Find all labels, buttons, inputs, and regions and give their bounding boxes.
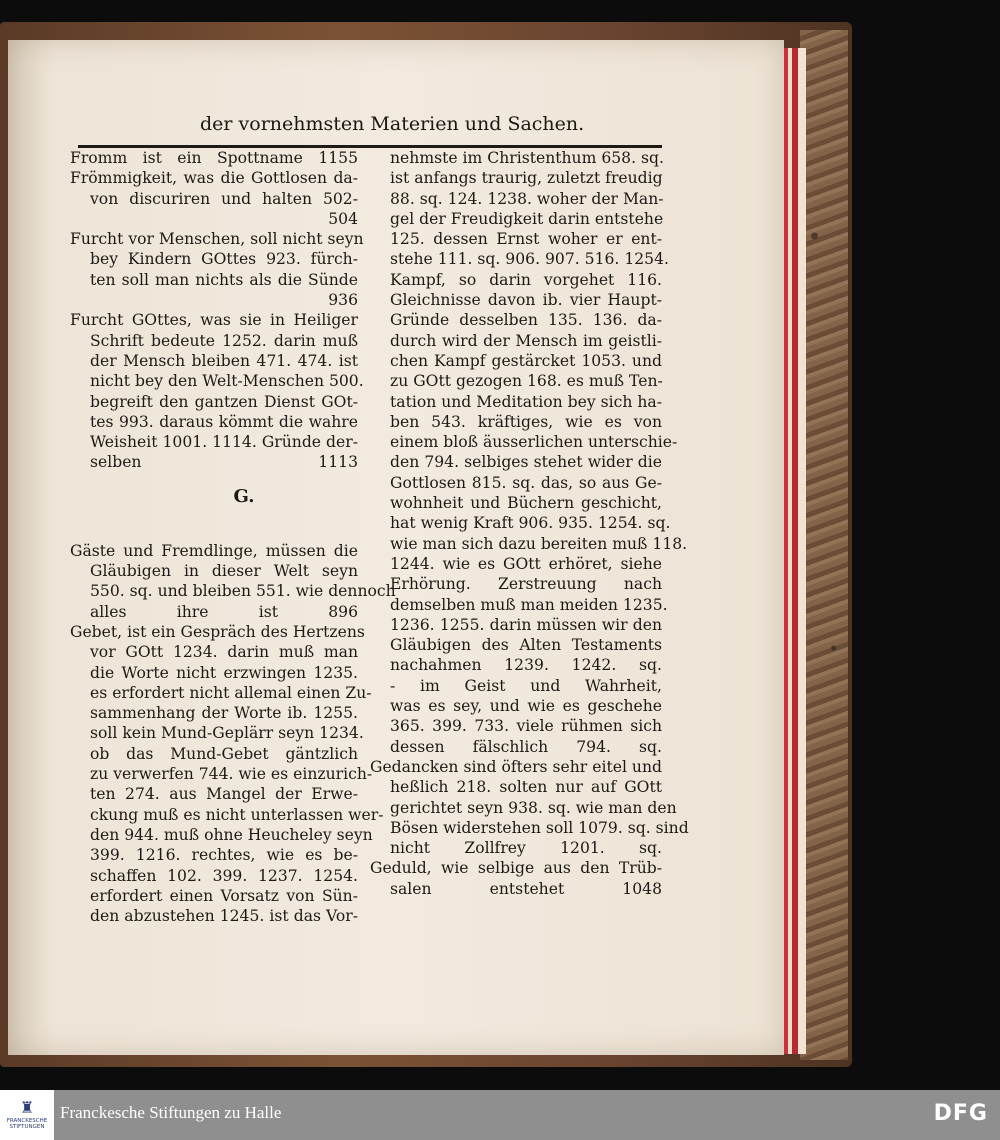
index-line: 125. dessen Ernst woher er ent- [390, 230, 662, 249]
index-line: Schrift bedeute 1252. darin muß [90, 331, 358, 350]
index-line: 1244. wie es GOtt erhöret, siehe [390, 554, 662, 573]
index-line: tation und Meditation bey sich ha- [390, 392, 662, 411]
index-line: dessen fälschlich 794. sq. [390, 737, 662, 756]
index-line: ob das Mund-Gebet gäntzlich [90, 744, 358, 763]
index-line: Fromm ist ein Spottname 1155 [70, 149, 358, 167]
francke-logo-text: FRANCKESCHE STIFTUNGEN [6, 1118, 48, 1130]
index-line: nehmste im Christenthum 658. sq. [390, 149, 664, 167]
index-line: 399. 1216. rechtes, wie es be- [90, 846, 358, 865]
index-line: die Worte nicht erzwingen 1235. [90, 663, 358, 682]
index-line: 550. sq. und bleiben 551. wie dennoch [90, 582, 396, 601]
index-line: chen Kampf gestärcket 1053. und [390, 351, 662, 370]
index-line: soll kein Mund-Geplärr seyn 1234. [90, 724, 364, 743]
index-line: zu GOtt gezogen 168. es muß Ten- [390, 372, 663, 391]
index-line: - im Geist und Wahrheit, [390, 676, 662, 695]
index-line: bey Kindern GOttes 923. fürch- [90, 250, 358, 269]
index-line: ben 543. kräftiges, wie es von [390, 412, 662, 431]
index-line: nachahmen 1239. 1242. sq. [390, 656, 662, 675]
index-line: nicht bey den Welt-Menschen 500. [90, 372, 364, 391]
index-line: 88. sq. 124. 1238. woher der Man- [390, 189, 664, 208]
index-line: den 794. selbiges stehet wider die [390, 453, 662, 472]
left-column [70, 148, 396, 926]
index-line: Kampf, so darin vorgehet 116. [390, 270, 662, 289]
right-column [370, 148, 689, 899]
index-line: Erhörung. Zerstreuung nach [390, 575, 662, 594]
index-line: gel der Freudigkeit darin entstehe [390, 209, 664, 228]
index-line: einem bloß äusserlichen unterschie- [390, 433, 678, 452]
index-line: was es sey, und wie es geschehe [390, 697, 662, 716]
index-line: Gläubigen in dieser Welt seyn [90, 562, 358, 581]
index-line: den 944. muß ohne Heucheley seyn [90, 825, 373, 844]
index-line: Gedancken sind öfters sehr eitel und [370, 757, 662, 776]
index-line: tes 993. daraus kömmt die wahre [90, 412, 358, 431]
index-line: stehe 111. sq. 906. 907. 516. 1254. [390, 250, 669, 269]
index-line: zu verwerfen 744. wie es einzurich- [90, 765, 373, 784]
index-line: erfordert einen Vorsatz von Sün- [90, 886, 358, 905]
index-line: Frömmigkeit, was die Gottlosen da- [70, 169, 358, 188]
francke-logo-icon: ♜ [19, 1098, 35, 1117]
index-line: vor GOtt 1234. darin muß man [90, 643, 358, 662]
index-line: 365. 399. 733. viele rühmen sich [390, 717, 662, 736]
index-line: von discuriren und halten 502- [90, 189, 358, 208]
index-line: ten soll man nichts als die Sünde [90, 270, 358, 289]
index-line: Gläubigen des Alten Testaments [390, 636, 662, 655]
index-line: G. [233, 485, 255, 507]
index-line: schaffen 102. 399. 1237. 1254. [90, 866, 358, 885]
index-line: Gleichnisse davon ib. vier Haupt- [390, 291, 662, 310]
index-line: sammenhang der Worte ib. 1255. [90, 704, 358, 723]
index-line: ckung muß es nicht unterlassen wer- [90, 805, 384, 824]
index-line: wohnheit und Büchern geschicht, [390, 494, 662, 513]
index-line: Gottlosen 815. sq. das, so aus Ge- [390, 473, 662, 492]
dfg-logo[interactable]: DFG [933, 1101, 988, 1126]
index-line: Bösen widerstehen soll 1079. sq. sind [390, 818, 689, 837]
index-line: Gründe desselben 135. 136. da- [390, 311, 662, 330]
index-line: 936 [328, 291, 358, 310]
index-line: gerichtet seyn 938. sq. wie man den [390, 798, 677, 817]
index-line: begreift den gantzen Dienst GOt- [90, 392, 358, 411]
footer-bar [0, 1090, 1000, 1140]
index-line: durch wird der Mensch im geistli- [390, 331, 662, 350]
marbled-cover-edge [800, 30, 848, 1060]
index-line: Gebet, ist ein Gespräch des Hertzens [70, 622, 365, 641]
index-line: Geduld, wie selbige aus den Trüb- [370, 859, 662, 878]
index-line: 1236. 1255. darin müssen wir den [390, 615, 662, 634]
francke-logo[interactable] [0, 1090, 54, 1140]
index-line: selben 1113 [90, 453, 358, 472]
institution-name[interactable]: Franckesche Stiftungen zu Halle [60, 1103, 282, 1122]
index-line: Gäste und Fremdlinge, müssen die [70, 541, 358, 560]
index-line: 504 [328, 209, 358, 228]
running-head: der vornehmsten Materien und Sachen. [200, 113, 585, 135]
index-line: nicht Zollfrey 1201. sq. [390, 839, 662, 858]
index-line: der Mensch bleiben 471. 474. ist [90, 351, 358, 370]
index-line: salen entstehet 1048 [390, 879, 662, 898]
index-line: wie man sich dazu bereiten muß 118. [390, 534, 688, 553]
index-line: ist anfangs traurig, zuletzt freudig [390, 169, 663, 188]
index-line: Furcht vor Menschen, soll nicht seyn [70, 230, 364, 249]
index-line [70, 521, 358, 541]
index-line: demselben muß man meiden 1235. [390, 595, 668, 614]
index-line: Weisheit 1001. 1114. Gründe der- [90, 433, 358, 452]
index-line: es erfordert nicht allemal einen Zu- [90, 683, 372, 702]
index-line: heßlich 218. solten nur auf GOtt [390, 778, 662, 797]
index-line: ten 274. aus Mangel der Erwe- [90, 785, 358, 804]
index-line: den abzustehen 1245. ist das Vor- [90, 907, 358, 926]
index-line: hat wenig Kraft 906. 935. 1254. sq. [390, 514, 671, 533]
index-line: alles ihre ist 896 [90, 602, 358, 621]
index-line: Furcht GOttes, was sie in Heiliger [70, 311, 358, 330]
